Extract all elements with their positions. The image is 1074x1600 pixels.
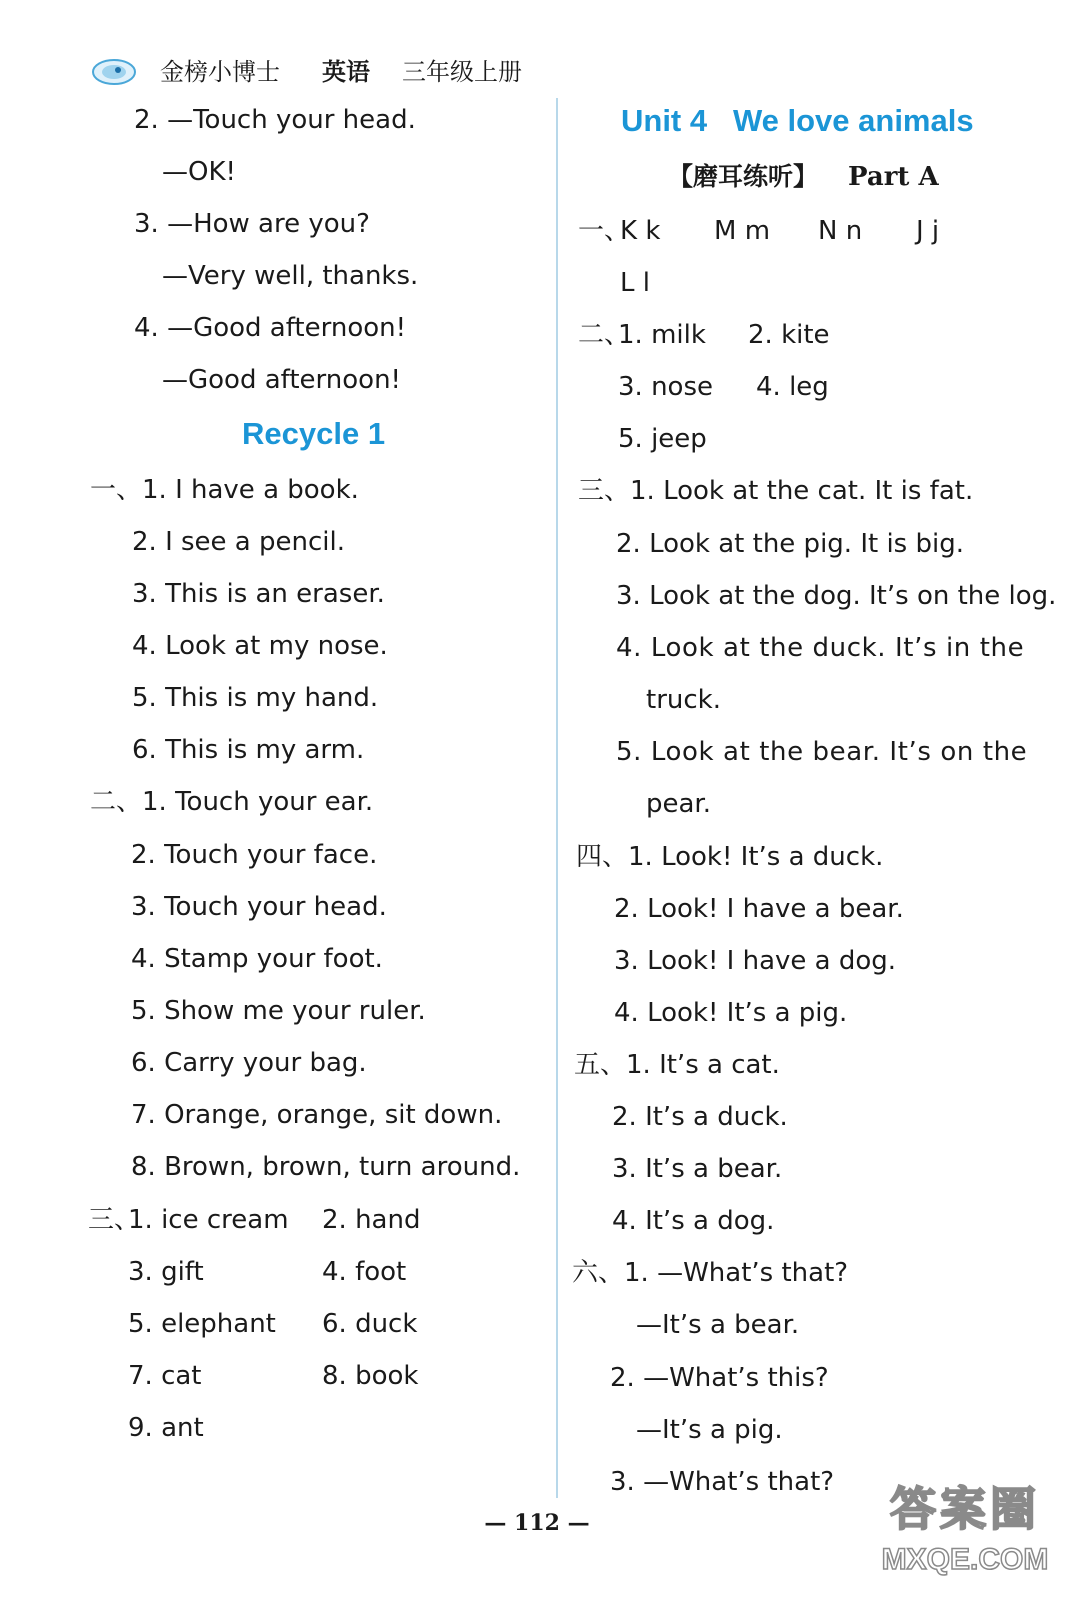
letter-pair: N n [818,216,863,246]
part-prefix: 一、 [578,216,631,246]
section-title-recycle: Recycle 1 [242,416,386,451]
vocab-item: 3. nose [618,372,713,402]
vocab-item: 3. gift [128,1257,204,1287]
letter-pair: L l [620,268,650,298]
right-line: 2. Look! I have a bear. [614,894,904,924]
right-line: 2. Look at the pig. It is big. [616,529,964,559]
left-line: 5. Show me your ruler. [131,996,426,1026]
left-line: 2. Touch your face. [131,840,378,870]
vocab-item: 9. ant [128,1413,204,1443]
vocab-item: 7. cat [128,1361,202,1391]
vocab-item: 4. leg [756,372,829,402]
brand-logo-icon [92,58,136,86]
letter-pair: J j [916,216,940,246]
left-line: —Very well, thanks. [162,261,419,291]
right-line: 4. Look! It’s a pig. [614,998,848,1028]
subtitle-part: Part A [848,162,939,192]
vocab-item: 8. book [322,1361,419,1391]
right-line: truck. [646,685,721,715]
vocab-item: 1. ice cream [128,1205,289,1235]
left-line: 5. This is my hand. [132,683,379,713]
right-line: 3. Look! I have a dog. [614,946,897,976]
right-line: 四、1. Look! It’s a duck. [576,842,884,872]
part-prefix: 二、 [578,320,631,350]
left-line: 一、1. I have a book. [90,475,359,505]
left-line: 2. —Touch your head. [134,105,416,135]
right-line: 3. —What’s that? [610,1467,835,1497]
vocab-item: 5. jeep [618,424,707,454]
header-brand: 金榜小博士 [160,58,280,86]
left-line: 6. This is my arm. [132,735,365,765]
left-line: 3. Touch your head. [131,892,387,922]
right-line: 3. It’s a bear. [612,1154,783,1184]
column-divider [556,98,558,1498]
right-line: 4. It’s a dog. [612,1206,775,1236]
right-line: 5. Look at the bear. It’s on the [616,737,1028,767]
left-line: 3. —How are you? [134,209,370,239]
vocab-item: 5. elephant [128,1309,276,1339]
part-prefix: 三、 [88,1205,141,1235]
header-subject: 英语 [322,58,370,86]
left-line: 8. Brown, brown, turn around. [131,1152,521,1182]
vocab-item: 6. duck [322,1309,418,1339]
page-number: — 112 — [484,1510,590,1536]
header-grade: 三年级上册 [402,58,522,86]
letter-pair: K k [620,216,661,246]
left-line: 2. I see a pencil. [132,527,345,557]
left-line: 二、1. Touch your ear. [90,787,374,817]
unit-title: Unit 4 We love animals [621,103,974,138]
watermark [870,1480,1060,1592]
right-line: 2. —What’s this? [610,1363,829,1393]
left-line: 7. Orange, orange, sit down. [131,1100,503,1130]
left-line: 4. Stamp your foot. [131,944,383,974]
right-line: —It’s a bear. [636,1310,800,1340]
letter-pair: M m [714,216,771,246]
left-line: 3. This is an eraser. [132,579,385,609]
subtitle-cn: 【磨耳练听】 [668,162,819,191]
vocab-item: 2. hand [322,1205,421,1235]
left-line: —OK! [162,157,236,187]
vocab-item: 1. milk [618,320,706,350]
left-line: —Good afternoon! [162,365,401,395]
left-line: 4. —Good afternoon! [134,313,407,343]
right-line: 三、1. Look at the cat. It is fat. [578,476,974,506]
right-line: 六、1. —What’s that? [572,1258,849,1288]
right-line: —It’s a pig. [636,1415,783,1445]
right-line: 2. It’s a duck. [612,1102,788,1132]
watermark-line1: 答案圈 [890,1482,1040,1536]
right-line: 3. Look at the dog. It’s on the log. [616,581,1057,611]
vocab-item: 4. foot [322,1257,407,1287]
watermark-line2: MXQE.COM [881,1543,1049,1576]
right-line: pear. [646,789,711,819]
vocab-item: 2. kite [748,320,830,350]
right-line: 五、1. It’s a cat. [574,1050,780,1080]
left-line: 4. Look at my nose. [132,631,388,661]
left-line: 6. Carry your bag. [131,1048,367,1078]
right-line: 4. Look at the duck. It’s in the [616,633,1025,663]
